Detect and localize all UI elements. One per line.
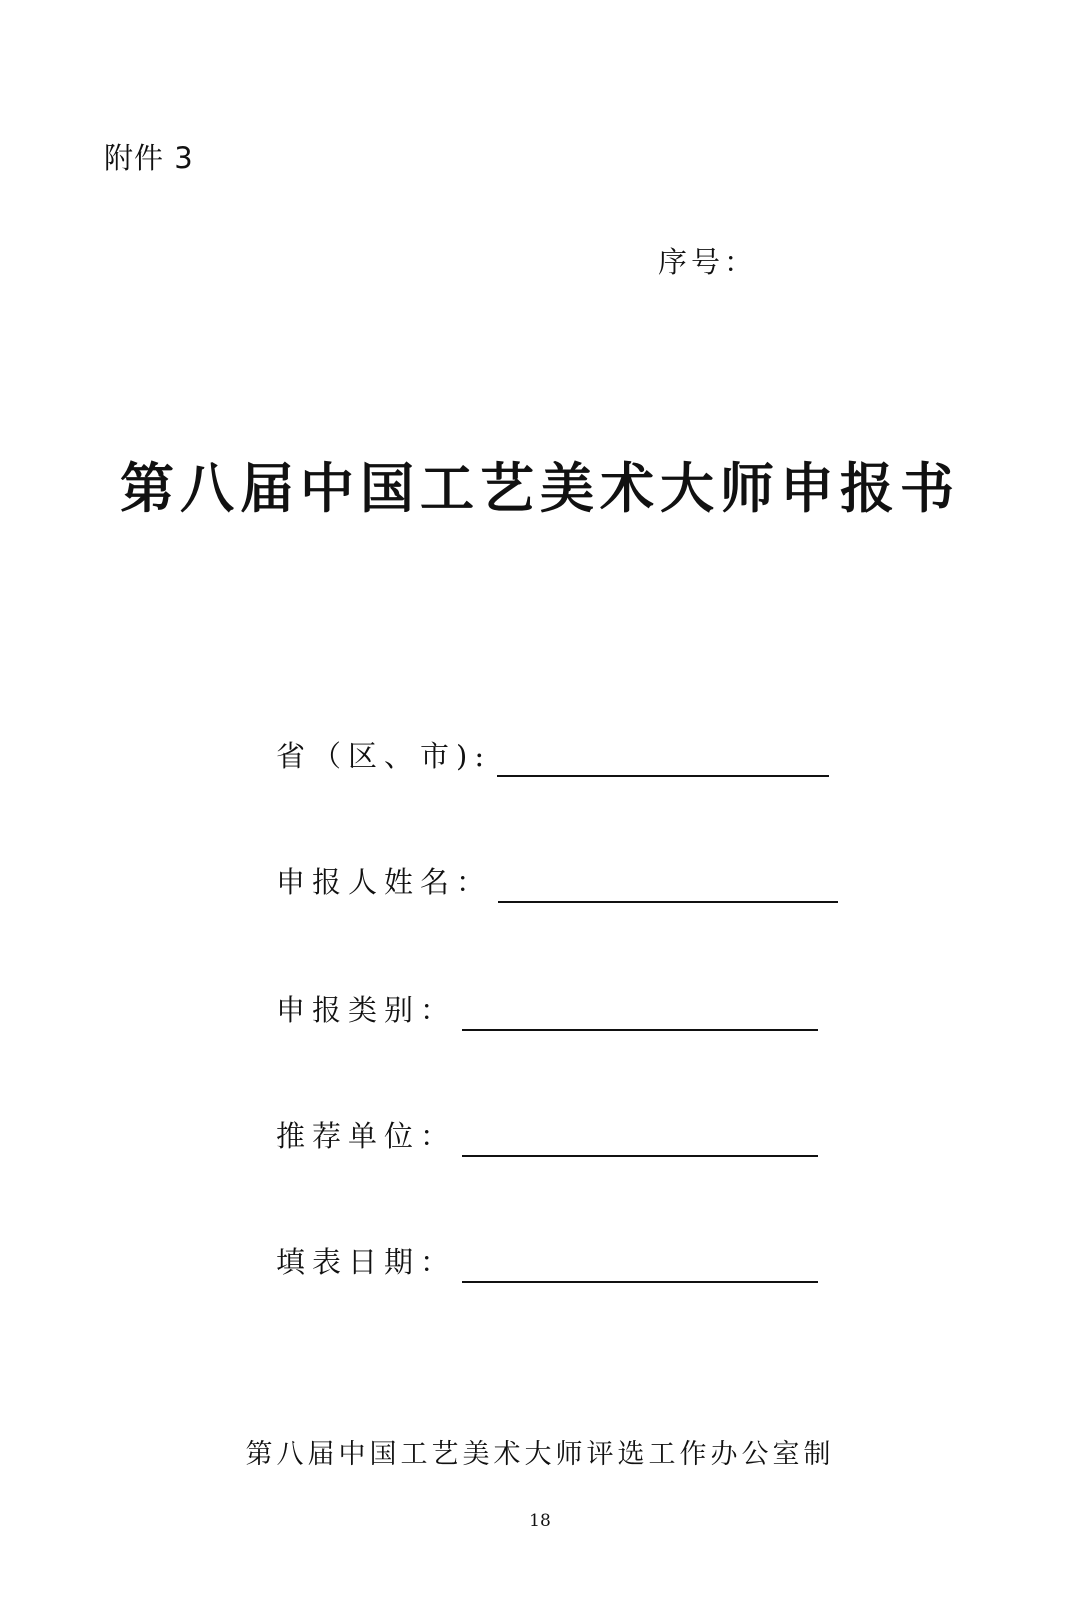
field-label-recommending-unit: 推荐单位：	[276, 1119, 457, 1153]
field-label-category: 申报类别：	[276, 993, 457, 1027]
fill-line-province	[497, 774, 829, 777]
serial-number-label: 序号：	[658, 245, 758, 279]
field-label-applicant-name: 申报人姓名：	[276, 865, 493, 899]
form-field-category	[276, 993, 818, 1027]
form-field-province	[276, 739, 829, 773]
fill-line-recommending-unit	[462, 1154, 818, 1157]
issuer-line: 第八届中国工艺美术大师评选工作办公室制	[245, 1439, 835, 1470]
field-label-province: 省（区、市):	[276, 739, 492, 773]
fill-line-fill-date	[462, 1280, 818, 1283]
fill-line-applicant-name	[498, 900, 838, 903]
fill-line-category	[462, 1028, 818, 1031]
page-number: 18	[529, 1511, 551, 1531]
document-title: 第八届中国工艺美术大师申报书	[120, 456, 960, 520]
field-label-fill-date: 填表日期：	[276, 1245, 457, 1279]
form-field-fill-date	[276, 1245, 818, 1279]
attachment-label: 附件 3	[104, 141, 194, 175]
form-field-applicant-name	[276, 865, 838, 899]
form-field-recommending-unit	[276, 1119, 818, 1153]
